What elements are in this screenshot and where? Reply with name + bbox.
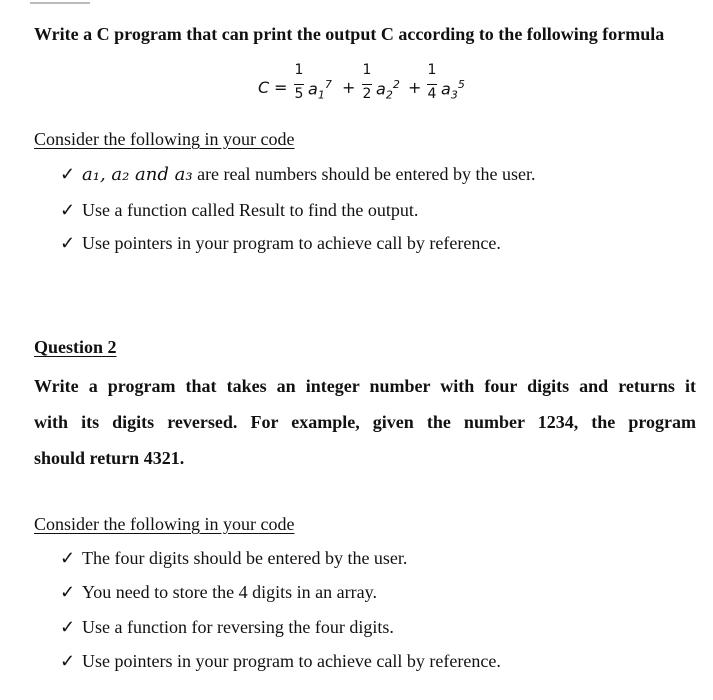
q2-consider-heading: Consider the following in your code	[34, 514, 295, 534]
check-icon: ✓	[60, 582, 76, 602]
q1-title: Write a C program that can print the output C according to the following formula	[34, 24, 665, 44]
q2-body-line-3: should return 4321.	[34, 448, 185, 468]
plus-2: +	[408, 78, 422, 97]
term1-den: 5	[294, 86, 304, 102]
q2-bullet-1: ✓ The four digits should be entered by the user.	[60, 548, 408, 568]
q1-bullet-3: ✓ Use pointers in your program to achieve call by reference.	[60, 233, 501, 253]
check-icon: ✓	[60, 233, 76, 253]
q2-bullet-4: ✓ Use pointers in your program to achieve call by reference.	[60, 651, 501, 671]
q1-bullet-2: ✓ Use a function called Result to find the output.	[60, 200, 419, 220]
formula	[258, 60, 518, 120]
term3-var: $a_3^5$	[441, 78, 465, 102]
formula-equals: =	[274, 78, 288, 97]
plus-1: +	[342, 78, 356, 97]
q1-consider-heading: Consider the following in your code	[34, 129, 295, 149]
check-icon: ✓	[60, 200, 76, 220]
term1-num: 1	[294, 62, 304, 78]
q2-bullet-2: ✓ You need to store the 4 digits in an array.	[60, 582, 377, 602]
term3-bar	[427, 84, 437, 85]
term3-den: 4	[427, 86, 437, 102]
term1-var: $a_1^7$	[308, 78, 332, 102]
term1-bar	[294, 84, 304, 85]
q2-body-line-1: Write a program that takes an integer number with four digits and returns it	[34, 376, 696, 396]
term2-bar	[362, 84, 372, 85]
check-icon: ✓	[60, 164, 76, 184]
q1-bullet-1: ✓ a₁, a₂ and a₃ are real numbers should be entered by the user.	[60, 164, 536, 185]
formula-lhs: C	[258, 78, 270, 97]
term3-num: 1	[427, 62, 437, 78]
term2-var: $a_2^2$	[376, 78, 400, 102]
q2-body-line-2: with its digits reversed. For example, given the number 1234, the program	[34, 412, 696, 432]
check-icon: ✓	[60, 548, 76, 568]
top-divider	[30, 2, 90, 4]
check-icon: ✓	[60, 651, 76, 671]
q2-heading: Question 2	[34, 337, 117, 357]
check-icon: ✓	[60, 617, 76, 637]
term2-den: 2	[362, 86, 372, 102]
term2-num: 1	[362, 62, 372, 78]
q2-bullet-3: ✓ Use a function for reversing the four digits.	[60, 617, 394, 637]
